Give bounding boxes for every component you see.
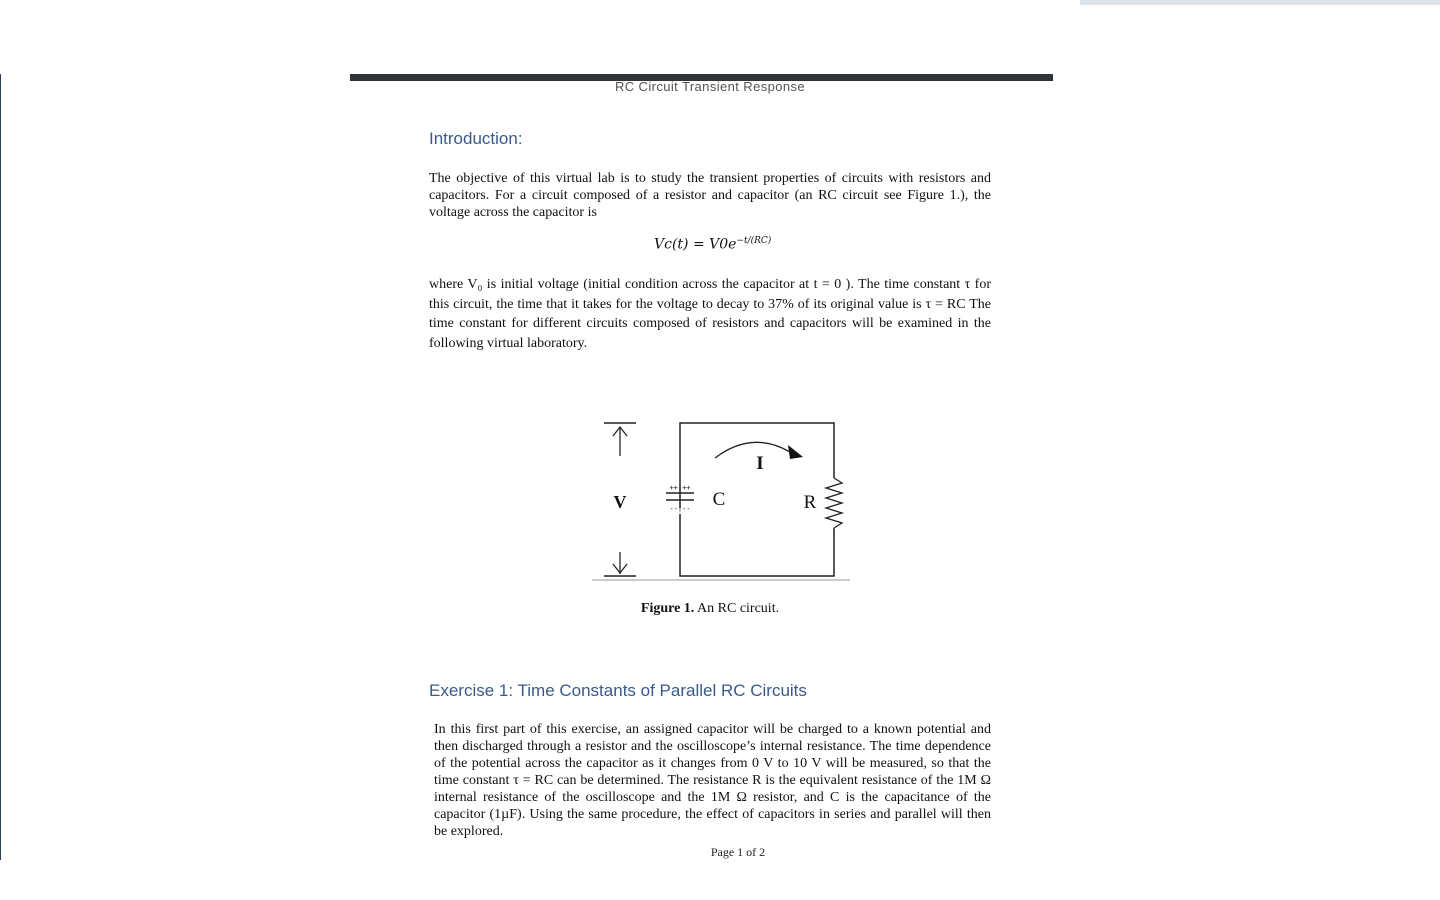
resistor-zigzag <box>826 478 842 528</box>
label-c: C <box>712 489 726 510</box>
label-i: I <box>756 453 764 474</box>
capacitor-plus-marks: ++|++ <box>669 484 691 492</box>
capacitor-minus-marks: --|-- <box>669 505 691 513</box>
page-footer <box>350 845 1126 859</box>
figure-caption-text: An RC circuit. <box>694 601 780 616</box>
label-v: V <box>613 492 627 512</box>
introduction-heading: Introduction: <box>429 129 523 148</box>
intro-paragraph-1: The objective of this virtual lab is to study the transient properties of circuits with resistors and capacitors. For a circuit composed of a resistor and capacitor (an RC circuit see Figure 1.), the voltage across the capacitor is <box>429 171 991 220</box>
intro-paragraph-2: where V₀ is initial voltage (initial condition across the capacitor at t = 0 ). The time constant τ for this circuit, the time that it takes for the voltage to decay to 37% of its original value is τ = RC The time constant for different circuits composed of resistors and capacitors will be examined in the following virtual laboratory. <box>429 277 991 351</box>
current-arc <box>715 442 790 458</box>
equation-exponent: −t/(RC) <box>736 236 772 246</box>
equation-base: Vc(t) = V0e <box>654 236 737 253</box>
page-number-label: Page 1 of 2 <box>710 845 766 859</box>
rc-circuit-figure <box>590 414 860 584</box>
window-top-strip <box>1080 0 1440 5</box>
exercise-1-paragraph: In this first part of this exercise, an assigned capacitor will be charged to a known potential and then discharged through a resistor and the oscilloscope’s internal resistance. The time dependence of the potential across the capacitor as it changes from 0 V to 10 V will be measured, so that the time constant τ = RC can be determined. The resistance R is the equivalent resistance of the 1M Ω internal resistance of the oscilloscope and the 1M Ω resistor, and C is the capacitance of the capacitor (1µF). Using the same procedure, the effect of capacitors in series and parallel will then be explored. <box>434 722 991 839</box>
exercise-1-heading: Exercise 1: Time Constants of Parallel RC Circuits <box>429 681 807 700</box>
current-arrow-icon <box>788 445 803 459</box>
label-r: R <box>803 492 817 513</box>
figure-caption <box>350 601 1070 617</box>
rc-circuit-diagram <box>590 414 860 584</box>
circuit-bottom-wire <box>680 514 834 576</box>
page-header-title: RC Circuit Transient Response <box>614 79 806 94</box>
figure-caption-label: Figure 1. <box>640 601 695 616</box>
document-page <box>350 74 1053 859</box>
capacitor-voltage-equation <box>654 236 771 253</box>
viewer-left-edge <box>0 74 1 860</box>
